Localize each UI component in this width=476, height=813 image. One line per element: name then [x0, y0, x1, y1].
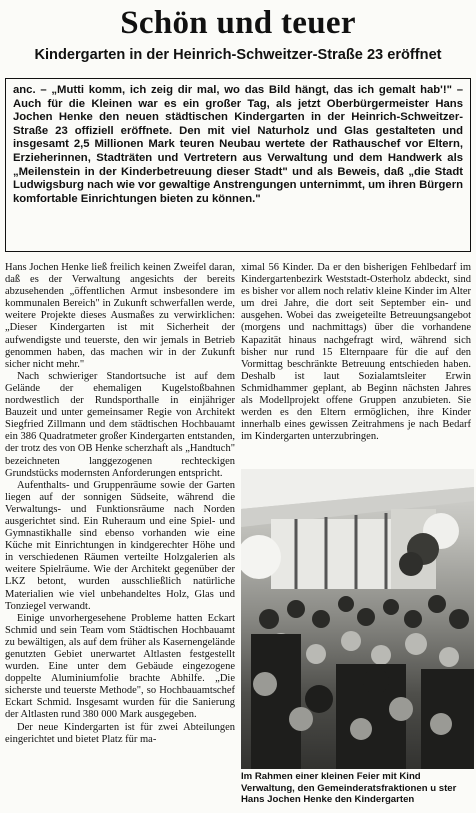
news-photo	[241, 469, 474, 791]
body-paragraph: ximal 56 Kinder. Da er den bisherigen Fehlbedarf im Kindergartenbezirk Weststadt-Osterholz abdeckt, sind es bisher vor allem noch relativ kleine Kinder im Alter um drei Jahre, die dort seit September ein- und ausgehen. Wobei das zweigeteilte Betreuungsangebot (morgens und nachmittags) über die vorhandene Kapazität hinaus nachgefragt wird, während sich bisher nur rund 15 Elternpaare für die auf den Vormittag beschränkte Betreuung entschieden haben. Deshalb ist laut Sozialamtsleiter Erwin Schmidhammer geplant, ab Beginn nächsten Jahres als Modellprojekt offene Gruppen anzubieten. Sie werden es den Eltern ermöglichen, ihre Kinder innerhalb eines gewissen Zeitrahmens je nach Bedarf im Kindergarten unterzubringen.	[241, 262, 471, 443]
body-paragraph: Einige unvorhergesehene Probleme hatten Eckart Schmid und sein Team vom Städtischen Hochbauamt zu bewältigen, als auf dem früher als Kasernengelände genutzten Gebiet unerwartet Altlasten festgestellt wurden. Eine unter dem Gebäude eingezogene doppelte Aluminiumfolie brachte Abhilfe. „Die sicherste und teuerste Methode", so Hochbauamtschef Eckart Schmid. Insgesamt wurden für die Sanierung der Altlasten rund 380 000 Mark ausgegeben.	[5, 612, 235, 721]
headline: Schön und teuer	[120, 5, 356, 41]
subheadline: Kindergarten in der Heinrich-Schweitzer-Straße 23 eröffnet	[34, 47, 442, 63]
body-paragraph: Aufenthalts- und Gruppenräume sowie der Garten liegen auf der sonnigen Südseite, während die Verwaltungs- und Funktionsräume nach Norden ausgerichtet sind. Ein Ruheraum und eine Spiel- und Gymnastikhalle sind ebenso vorhanden wie eine Küche mit Einrichtungen in kindgerechter Höhe und in verschiedenen Räumen verteilte Holzgalerien als weitere Spielräume. Wie der Architekt gegenüber der LKZ betont, wurden ausschließlich natürliche Materialien wie viel unbehandeltes Holz, Glas und Tonziegel verwandt.	[5, 479, 235, 612]
photo-caption: Im Rahmen einer kleinen Feier mit Kind Verwaltung, den Gemeinderatsfraktionen u ster Hans Jochen Henke den Kindergarten	[241, 769, 474, 806]
body-paragraph: Nach schwieriger Standortsuche ist auf dem Gelände der ehemaligen Kugelstoßbahnen nordwestlich der Rundsporthalle in einjähriger Bauzeit und unter gemeinsamer Regie von Architekt Siegfried Zillmann und dem städtischen Hochbauamt ein 386 Quadratmeter großer Kindergarten entstanden, der trotz des von OB Henke scherzhaft als „Handtuch" bezeichneten langgezogenen rechteckigen Grundstücks modernsten Anforderungen entspricht.	[5, 370, 235, 479]
body-column-left	[5, 262, 235, 746]
body-paragraph: Der neue Kindergarten ist für zwei Abteilungen eingerichtet und bietet Platz für ma-	[5, 721, 235, 745]
body-paragraph: Hans Jochen Henke ließ freilich keinen Zweifel daran, daß es der Verwaltung angesichts der bereits abzusehenden „öffentlichen Armut insbesondere im kommunalen Bereich" in Zukunft schwerfallen werde, weitere Projekte dieses Ausmaßes zu verwirklichen: „Dieser Kindergarten ist mit Sicherheit der aufwendigste und teuerste, den wir jemals in Betrieb genommen haben, das machen wir in der Zukunft sicher nicht mehr."	[5, 262, 235, 370]
lead-paragraph: anc. – „Mutti komm, ich zeig dir mal, wo das Bild hängt, das ich gemalt hab'!" – Auch für die Kleinen war es ein großer Tag, als jetzt Oberbürgermeister Hans Jochen Henke den neuen städtischen Kindergarten in der Heinrich-Schweitzer-Straße 23 offiziell eröffnete. Den mit viel Naturholz und Glas gestalteten und insgesamt 2,5 Millionen Mark teuren Neubau wertete der Rathauschef vor Eltern, Erzieherinnen, Stadträten und Vertretern aus Verwaltung und dem Handwerk als „Meilenstein in der Kinderbetreuung dieser Stadt" und als Beweis, daß „die Stadt Ludwigsburg nach wie vor gewaltige Anstrengungen unternimmt, um ihren Bürgern komfortable Einrichtungen bieten zu können."	[5, 78, 471, 252]
body-column-right	[241, 262, 471, 443]
photo-illustration	[241, 469, 474, 791]
